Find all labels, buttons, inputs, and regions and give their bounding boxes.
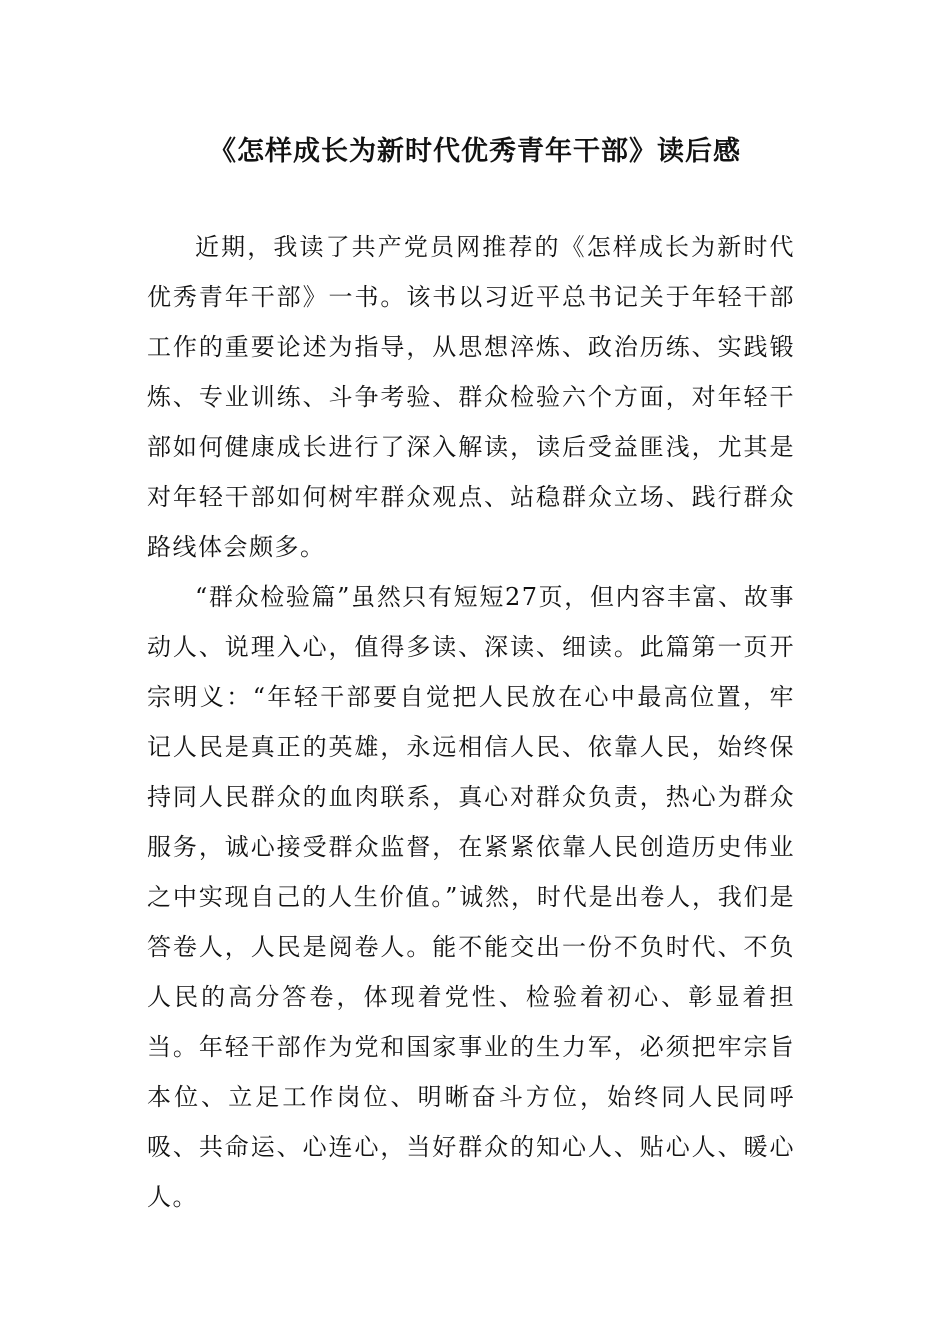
document-body (147, 222, 795, 1222)
paragraph-1: 近期，我读了共产党员网推荐的《怎样成长为新时代优秀青年干部》一书。该书以习近平总书记关于年轻干部工作的重要论述为指导，从思想淬炼、政治历练、实践锻炼、专业训练、斗争考验、群众检验六个方面，对年轻干部如何健康成长进行了深入解读，读后受益匪浅，尤其是对年轻干部如何树牢群众观点、站稳群众立场、践行群众路线体会颇多。 (147, 233, 795, 561)
document-title: 《怎样成长为新时代优秀青年干部》读后感 (209, 136, 741, 167)
paragraph-2: “群众检验篇”虽然只有短短27页，但内容丰富、故事动人、说理入心，值得多读、深读、细读。此篇第一页开宗明义：“年轻干部要自觉把人民放在心中最高位置，牢记人民是真正的英雄，永远相信人民、依靠人民，始终保持同人民群众的血肉联系，真心对群众负责，热心为群众服务，诚心接受群众监督，在紧紧依靠人民创造历史伟业之中实现自己的人生价值。”诚然，时代是出卷人，我们是答卷人，人民是阅卷人。能不能交出一份不负时代、不负人民的高分答卷，体现着党性、检验着初心、彰显着担当。年轻干部作为党和国家事业的生力军，必须把牢宗旨本位、立足工作岗位、明晰奋斗方位，始终同人民同呼吸、共命运、心连心，当好群众的知心人、贴心人、暖心人。 (147, 583, 795, 1211)
